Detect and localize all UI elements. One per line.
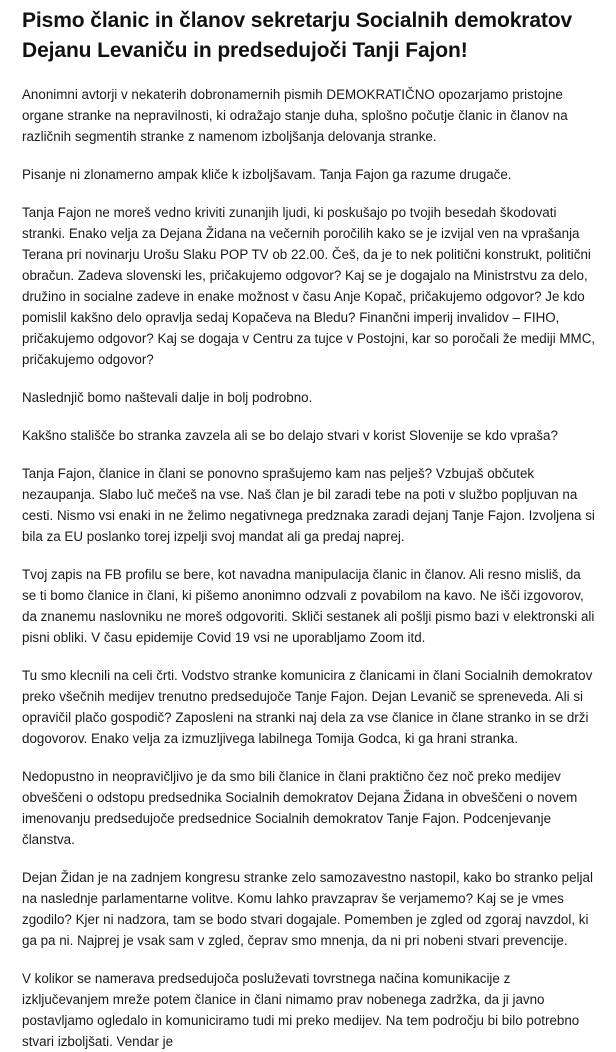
paragraph-resignation-notice: Nedopustno in neopravičljivo je da smo bili članice in člani praktično čez noč preko medijev obveščeni o odstopu predsednika Socialnih demokratov Dejana Židana in obveščeni o novem imenovanju predsedujoče predsednice Socialnih demokratov Tanje Fajon. Podcenjevanje članstva. [22,769,578,847]
paragraph-not-malicious: Pisanje ni zlonamerno ampak kliče k izboljšavam. Tanja Fajon ga razume drugače. [22,167,512,182]
title-line-1: Pismo članic in članov sekretarju Socialnih demokratov [22,9,573,32]
paragraph-anonymous-authors: Anonimni avtorji v nekaterih dobronamernih pismih DEMOKRATIČNO opozarjamo pristojne organe stranke na nepravilnosti, ki odražajo stanje duha, splošno počutje članic in članov na različnih segmentih stranke z namenom izboljšanja delovanja stranke. [22,87,568,144]
paragraph-media-communication: V kolikor se namerava predsedujoča posluževati tovrstnega načina komunikacije z izključevanjem mreže potem članice in člani nimamo prav nobenega zadržka, da ji javno postavljamo ogledalo in komuniciramo tudi mi preko medijev. Na tem področju bi bilo potrebno stvari izboljšati. Vendar je [22,971,580,1049]
page-title [22,6,598,66]
paragraph-where-are-you-taking-us: Tanja Fajon, članice in člani se ponovno sprašujemo kam nas pelješ? Vzbujaš občutek nezaupanja. Slabo luč mečeš na vse. Naš član je bil zaradi tebe na poti v službo popljuvan na cesti. Nismo vsi enaki in ne želimo negativnega predznaka zaradi dejanj Tanje Fajon. Izvoljena si bila za EU poslanko torej izpelji svoj mandat ali ga predaj naprej. [22,466,595,544]
paragraph-party-stance: Kakšno stališče bo stranka zavzela ali se bo delajo stvari v korist Slovenije se kdo vpraša? [22,428,558,443]
title-line-2: Dejanu Levaniču in predsedujoči Tanji Fajon! [22,39,468,62]
paragraph-communication-failure: Tu smo klecnili na celi črti. Vodstvo stranke komunicira z članicami in člani Socialnih demokratov preko všečnih medijev trenutno predsedujoče Tanje Fajon. Dejan Levanič se sprenevеda. Ali si opravičil plačo gospodič? Zaposleni na stranki naj dela za vse članice in člane stranko in se drži dogovorov. Enako velja za izmuzljivega labilnega Tomija Godca, ki ga hrani stranka. [22,668,593,746]
paragraph-next-time: Naslednjič bomo naštevali dalje in bolj podrobno. [22,390,313,405]
paragraph-facebook-post: Tvoj zapis na FB profilu se bere, kot navadna manipulacija članic in članov. Ali resno misliš, da se ti bomo članice in člani, ki pišemo anonimno odzvali z povabilom na kavo. Ne išči izgovorov, da znanemu naslovniku ne moreš odgovoriti. Skliči sestanek ali pošlji pismo bazi v elektronski ali pisni obliki. V času epidemije Covid 19 vsi ne uporabljamo Zoom itd. [22,567,595,645]
paragraph-questions: Tanja Fajon ne moreš vedno kriviti zunanjih ljudi, ki poskušajo po tvojih besedah škodovati stranki. Enako velja za Dejana Židana na večernih poročilih kako se je izvijal ven na vprašanja Terana pri novinarju Urošu Slaku POP TV ob 22.00. Češ, da je to nek politični konstrukt, politični obračun. Zadeva slovenski les, pričakujemo odgovor? Kaj se je dogajalo na Ministrstvu za delo, družino in socialne zadeve in enake možnost v času Anje Kopač, pričakujemo odgovor? Je kdo pomislil kakšno delo opravlja sedaj Kopačeva na Bledu? Finančni imperij invalidov – FIHO, pričakujemo odgovor? Kaj se dogaja v Centru za tujce v Postojni, kar so poročali že mediji MMC, pričakujemo odgovor? [22,205,596,367]
paragraph-last-congress: Dejan Židan je na zadnjem kongresu stranke zelo samozavestno nastopil, kako bo stranko peljal na naslednje parlamentarne volitve. Komu lahko pravzaprav še verjamemo? Kaj se je vmes zgodilo? Kjer ni nadzora, tam se bodo stvari dogajale. Pomemben je zgled od zgoraj navzdol, ki ga pa ni. Najprej je vsak sam v zgled, čeprav smo mnenja, da ni pri nobeni stvari prevencije. [22,870,593,948]
